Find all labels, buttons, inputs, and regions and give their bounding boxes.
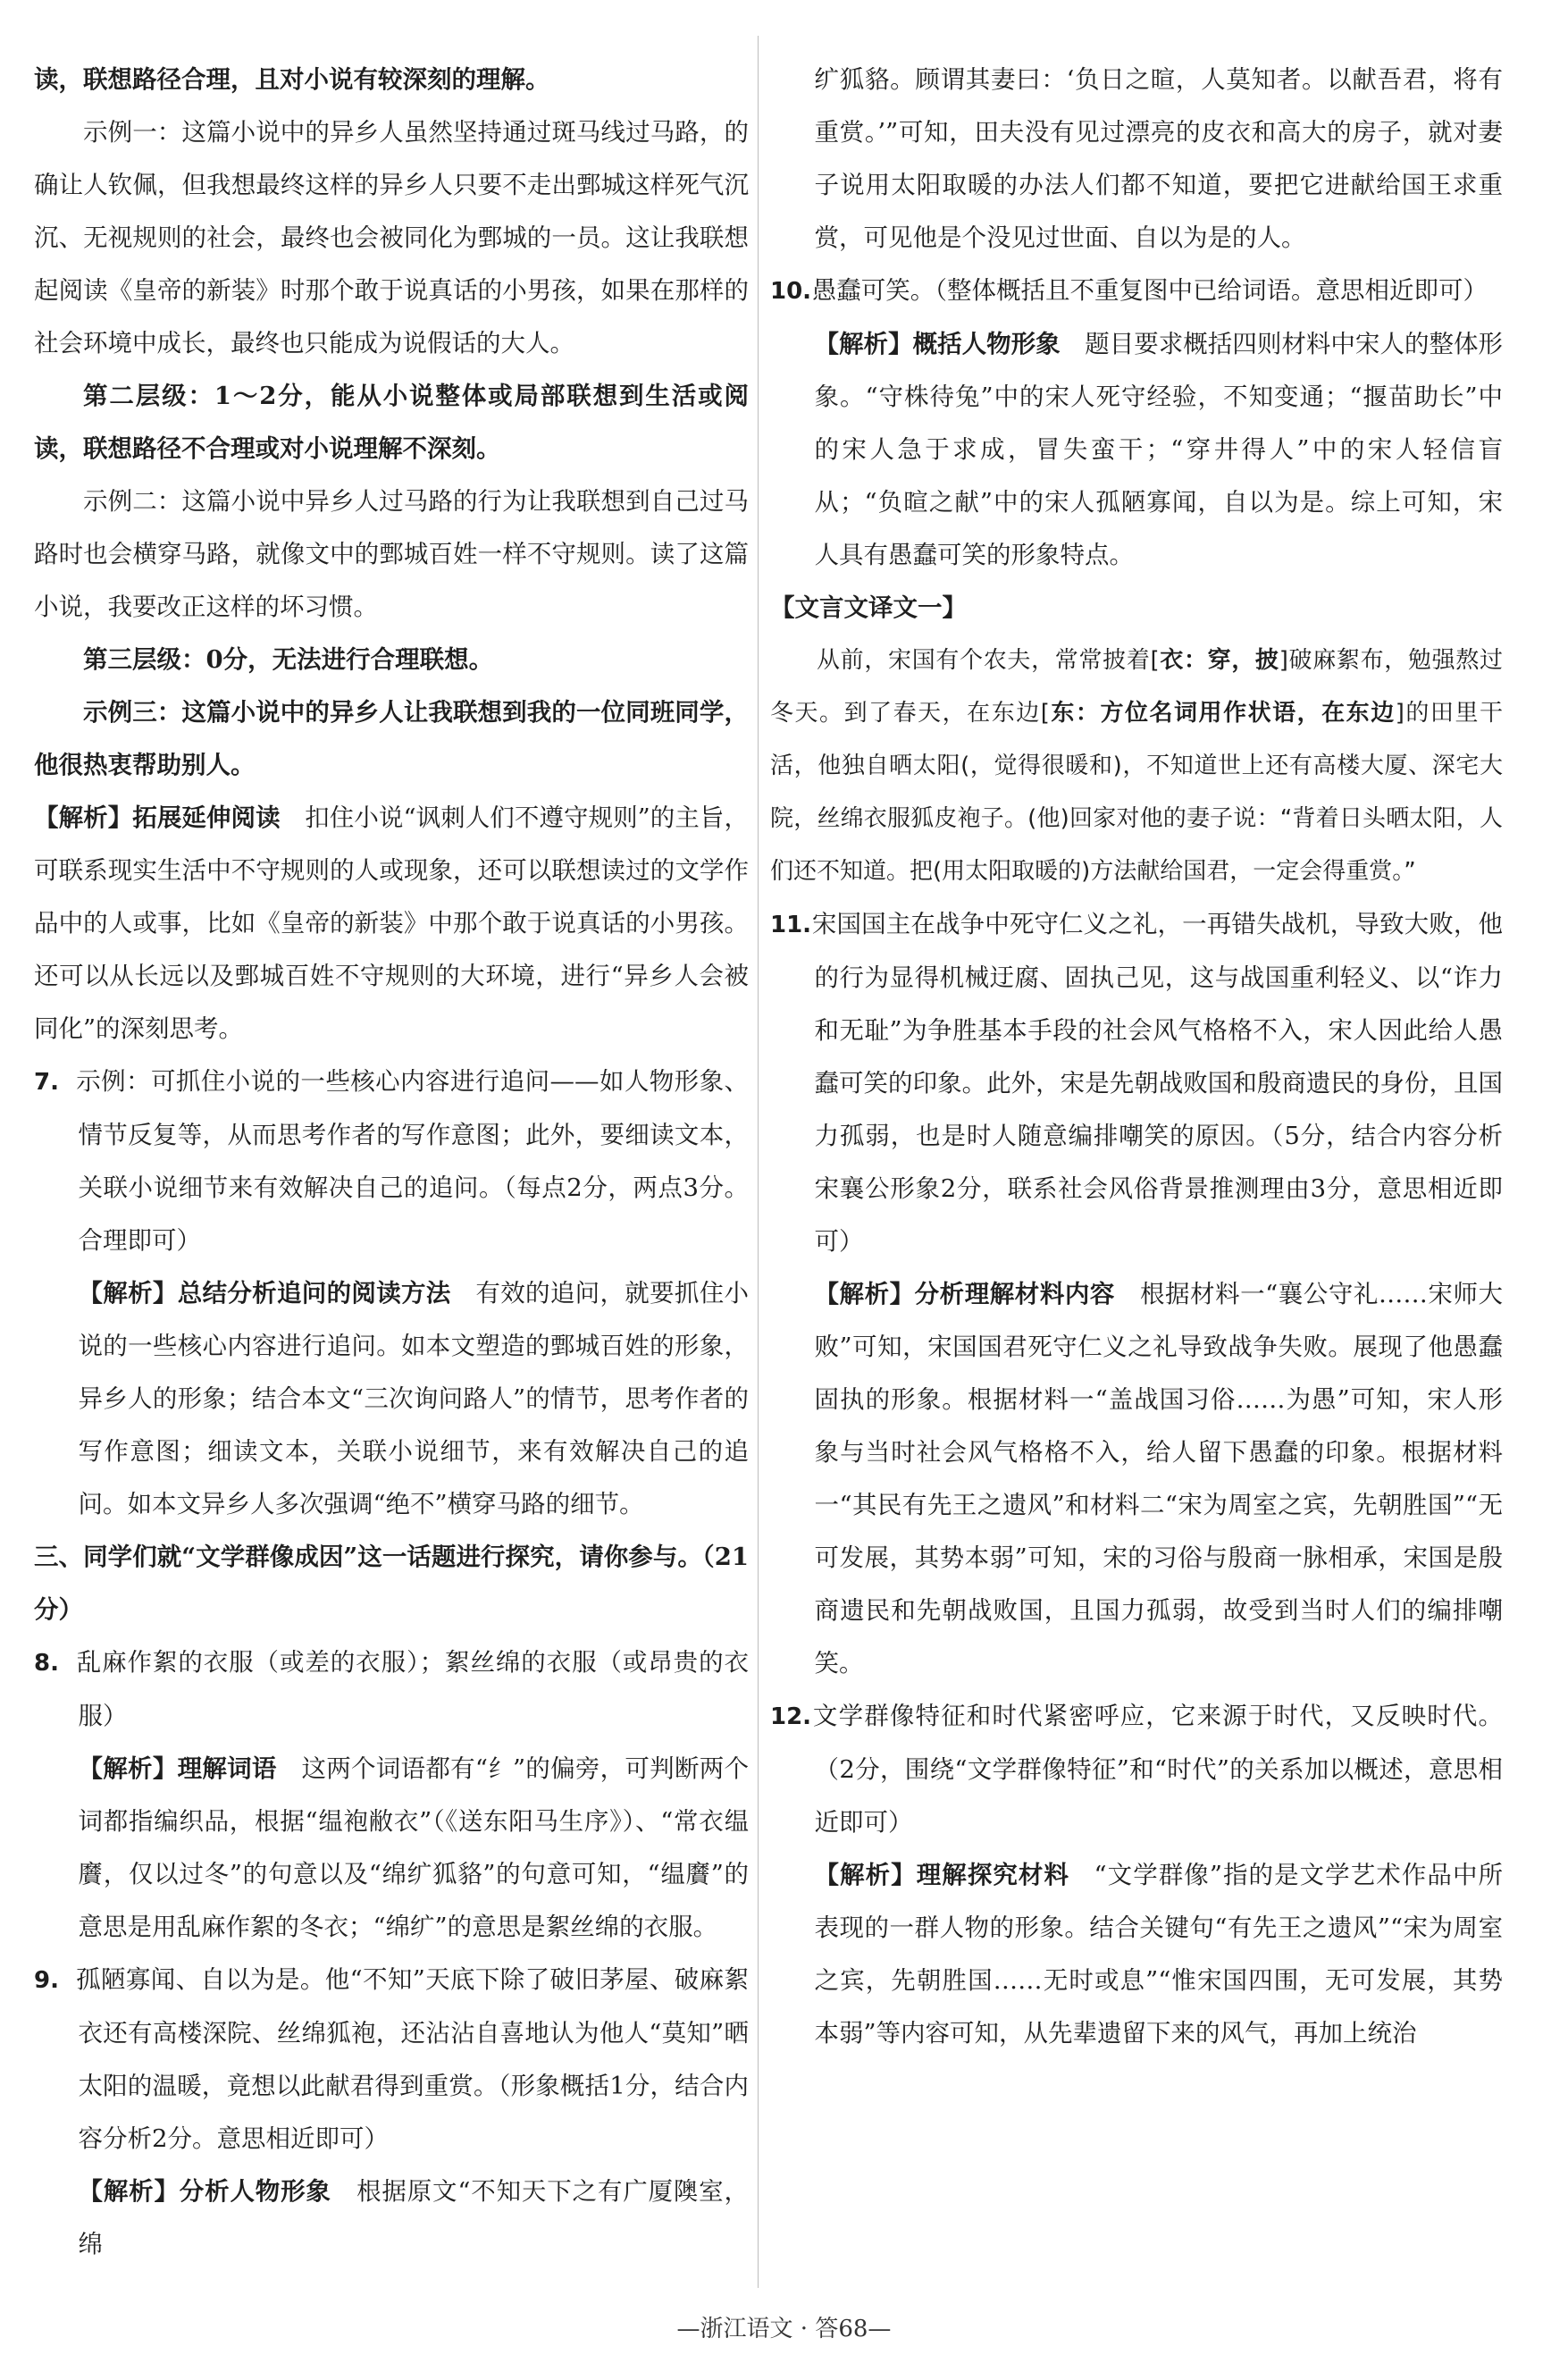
analysis-11: [770, 1268, 1503, 1690]
analysis-tag: 【解析】理解探究材料: [814, 1861, 1070, 1889]
answer-10: [770, 265, 1503, 318]
analysis-tag: 【解析】概括人物形象: [814, 330, 1061, 358]
answer-8: [34, 1636, 749, 1743]
question-number: 12.: [770, 1703, 812, 1730]
analysis-tag: 【解析】拓展延伸阅读: [34, 803, 281, 832]
answer-text: 示例：可抓住小说的一些核心内容进行追问——如人物形象、情节反复等，从而思考作者的写作意图；此外，要细读文本，关联小说细节来有效解决自己的追问。（每点2分，两点3分。合理即可）: [75, 1067, 749, 1255]
answer-text: 愚蠢可笑。（整体概括且不重复图中已给词语。意思相近即可）: [811, 276, 1488, 305]
question-number: 9.: [34, 1967, 59, 1994]
analysis-9-continued: 纩狐貉。顾谓其妻曰：‘负日之暄，人莫知者。以献吾君，将有重赏。’”可知，田夫没有见过漂亮的皮衣和高大的房子，就对妻子说用太阳取暖的办法人们都不知道，要把它进献给国王求重赏，可见他是个没见过世面、自以为是的人。: [814, 65, 1503, 252]
analysis-tag: 【解析】分析人物形象: [78, 2177, 331, 2206]
analysis-10: [770, 318, 1503, 582]
translation-part: 从前，宋国有个农夫，常常披着[: [817, 647, 1160, 674]
annotation: 东：方位名词用作状语，在东边: [1049, 700, 1396, 727]
level-two: 第二层级：1～2分，能从小说整体或局部联想到生活或阅读，联想路径不合理或对小说理解不深刻。: [34, 382, 749, 463]
analysis-9: [34, 2165, 749, 2271]
analysis-tag: 【解析】理解词语: [78, 1754, 277, 1783]
question-number: 8.: [34, 1650, 59, 1677]
analysis-8: [34, 1743, 749, 1954]
left-column: [34, 54, 749, 2271]
paragraph-level1-end: 读，联想路径合理，且对小说有较深刻的理解。: [34, 65, 550, 94]
section-three-heading: 三、同学们就“文学群像成因”这一话题进行探究，请你参与。（21分）: [34, 1543, 749, 1624]
example-three: 示例三：这篇小说中的异乡人让我联想到我的一位同班同学，他很热衷帮助别人。: [34, 698, 749, 779]
analysis-text: 题目要求概括四则材料中宋人的整体形象。“守株待兔”中的宋人死守经验，不知变通；“揠苗助长”中的宋人急于求成，冒失蛮干；“穿井得人”中的宋人轻信盲从；“负暄之献”中的宋人孤陋寡闻，自以为是。综上可知，宋人具有愚蠢可笑的形象特点。: [814, 330, 1504, 569]
question-number: 10.: [770, 278, 812, 305]
analysis-text: 扣住小说“讽刺人们不遵守规则”的主旨，可联系现实生活中不守规则的人或现象，还可以联想读过的文学作品中的人或事，比如《皇帝的新装》中那个敢于说真话的小男孩。还可以从长远以及鄄城百姓不守规则的大环境，进行“异乡人会被同化”的深刻思考。: [34, 803, 750, 1043]
example-two: 示例二：这篇小说中异乡人过马路的行为让我联想到自己过马路时也会横穿马路，就像文中的鄄城百姓一样不守规则。读了这篇小说，我要改正这样的坏习惯。: [34, 487, 749, 621]
answer-11: [770, 898, 1503, 1268]
translation-part: ]的田里干活，他独自晒太阳(，觉得很暖和)，不知道世上还有高楼大厦、深宅大院，丝绵衣服狐皮袍子。(他)回家对他的妻子说：“背着日头晒太阳，人们还不知道。把(用太阳取暖的)方法献给国君，一定会得重赏。”: [770, 700, 1503, 885]
page-footer: —浙江语文 · 答68—: [676, 2316, 892, 2342]
column-divider: [758, 36, 759, 2288]
analysis-text: 根据材料一“襄公守礼……宋师大败”可知，宋国国君死守仁义之礼导致战争失败。展现了他愚蠢固执的形象。根据材料一“盖战国习俗……为愚”可知，宋人形象与当时社会风气格格不入，给人留下愚蠢的印象。根据材料一“其民有先王之遗风”和材料二“宋为周室之宾，先朝胜国”“无可发展，其势本弱”可知，宋的习俗与殷商一脉相承，宋国是殷商遗民和先朝战败国，且国力孤弱，故受到当时人们的编排嘲笑。: [814, 1280, 1504, 1678]
answer-text: 宋国国主在战争中死守仁义之礼，一再错失战机，导致大败，他的行为显得机械迂腐、固执己见，这与战国重利轻义、以“诈力和无耻”为争胜基本手段的社会风气格格不入，宋人因此给人愚蠢可笑的印象。此外，宋是先朝战败国和殷商遗民的身份，且国力孤弱，也是时人随意编排嘲笑的原因。（5分，结合内容分析宋襄公形象2分，联系社会风俗背景推测理由3分，意思相近即可）: [811, 910, 1503, 1256]
right-column: [770, 54, 1503, 2060]
level-three: 第三层级：0分，无法进行合理联想。: [83, 645, 494, 674]
answer-9: [34, 1954, 749, 2165]
analysis-7: [34, 1267, 749, 1531]
answer-7: [34, 1055, 749, 1267]
answer-text: 文学群像特征和时代紧密呼应，它来源于时代，又反映时代。（2分，围绕“文学群像特征”和“时代”的关系加以概述，意思相近即可）: [811, 1702, 1503, 1837]
example-one: 示例一：这篇小说中的异乡人虽然坚持通过斑马线过马路，的确让人钦佩，但我想最终这样的异乡人只要不走出鄄城这样死气沉沉、无视规则的社会，最终也会被同化为鄄城的一员。这让我联想起阅读《皇帝的新装》时那个敢于说真话的小男孩，如果在那样的社会环境中成长，最终也只能成为说假话的大人。: [34, 118, 749, 357]
translation-text: [770, 635, 1503, 898]
question-number: 7.: [34, 1069, 59, 1096]
question-number: 11.: [770, 912, 812, 938]
answer-text: 乱麻作絮的衣服（或差的衣服）；絮丝绵的衣服（或昂贵的衣服）: [75, 1648, 749, 1730]
translation-part: ]破麻絮布，勉强熬过冬天。到了春天，在东边[: [770, 647, 1503, 727]
answer-12: [770, 1690, 1503, 1849]
analysis-tag: 【解析】分析理解材料内容: [814, 1280, 1115, 1308]
analysis-12: [770, 1849, 1503, 2060]
annotation: 衣：穿，披: [1159, 647, 1279, 674]
translation-heading: 【文言文译文一】: [770, 593, 967, 622]
analysis-text: “文学群像”指的是文学艺术作品中所表现的一群人物的形象。结合关键句“有先王之遗风”“宋为周室之宾，先朝胜国……无时或息”“惟宋国四围，无可发展，其势本弱”等内容可知，从先辈遗留下来的风气，再加上统治: [814, 1861, 1503, 2048]
analysis-text: 有效的追问，就要抓住小说的一些核心内容进行追问。如本文塑造的鄄城百姓的形象，异乡人的形象；结合本文“三次询问路人”的情节，思考作者的写作意图；细读文本，关联小说细节，来有效解决自己的追问。如本文异乡人多次强调“绝不”横穿马路的细节。: [78, 1279, 750, 1518]
analysis-tag: 【解析】总结分析追问的阅读方法: [78, 1279, 451, 1308]
analysis-text: 这两个词语都有“纟”的偏旁，可判断两个词都指编织品，根据“缊袍敝衣”（《送东阳马生序》）、“常衣缊黂，仅以过冬”的句意以及“绵纩狐貉”的句意可知，“缊黂”的意思是用乱麻作絮的冬衣；“绵纩”的意思是絮丝绵的衣服。: [78, 1754, 749, 1941]
answer-text: 孤陋寡闻、自以为是。他“不知”天底下除了破旧茅屋、破麻絮衣还有高楼深院、丝绵狐袍，还沾沾自喜地认为他人“莫知”晒太阳的温暖，竟想以此献君得到重赏。（形象概括1分，结合内容分析2分。意思相近即可）: [75, 1965, 749, 2153]
analysis-text: 根据原文“不知天下之有广厦隩室，绵: [78, 2177, 749, 2258]
analysis-6: [34, 792, 749, 1055]
